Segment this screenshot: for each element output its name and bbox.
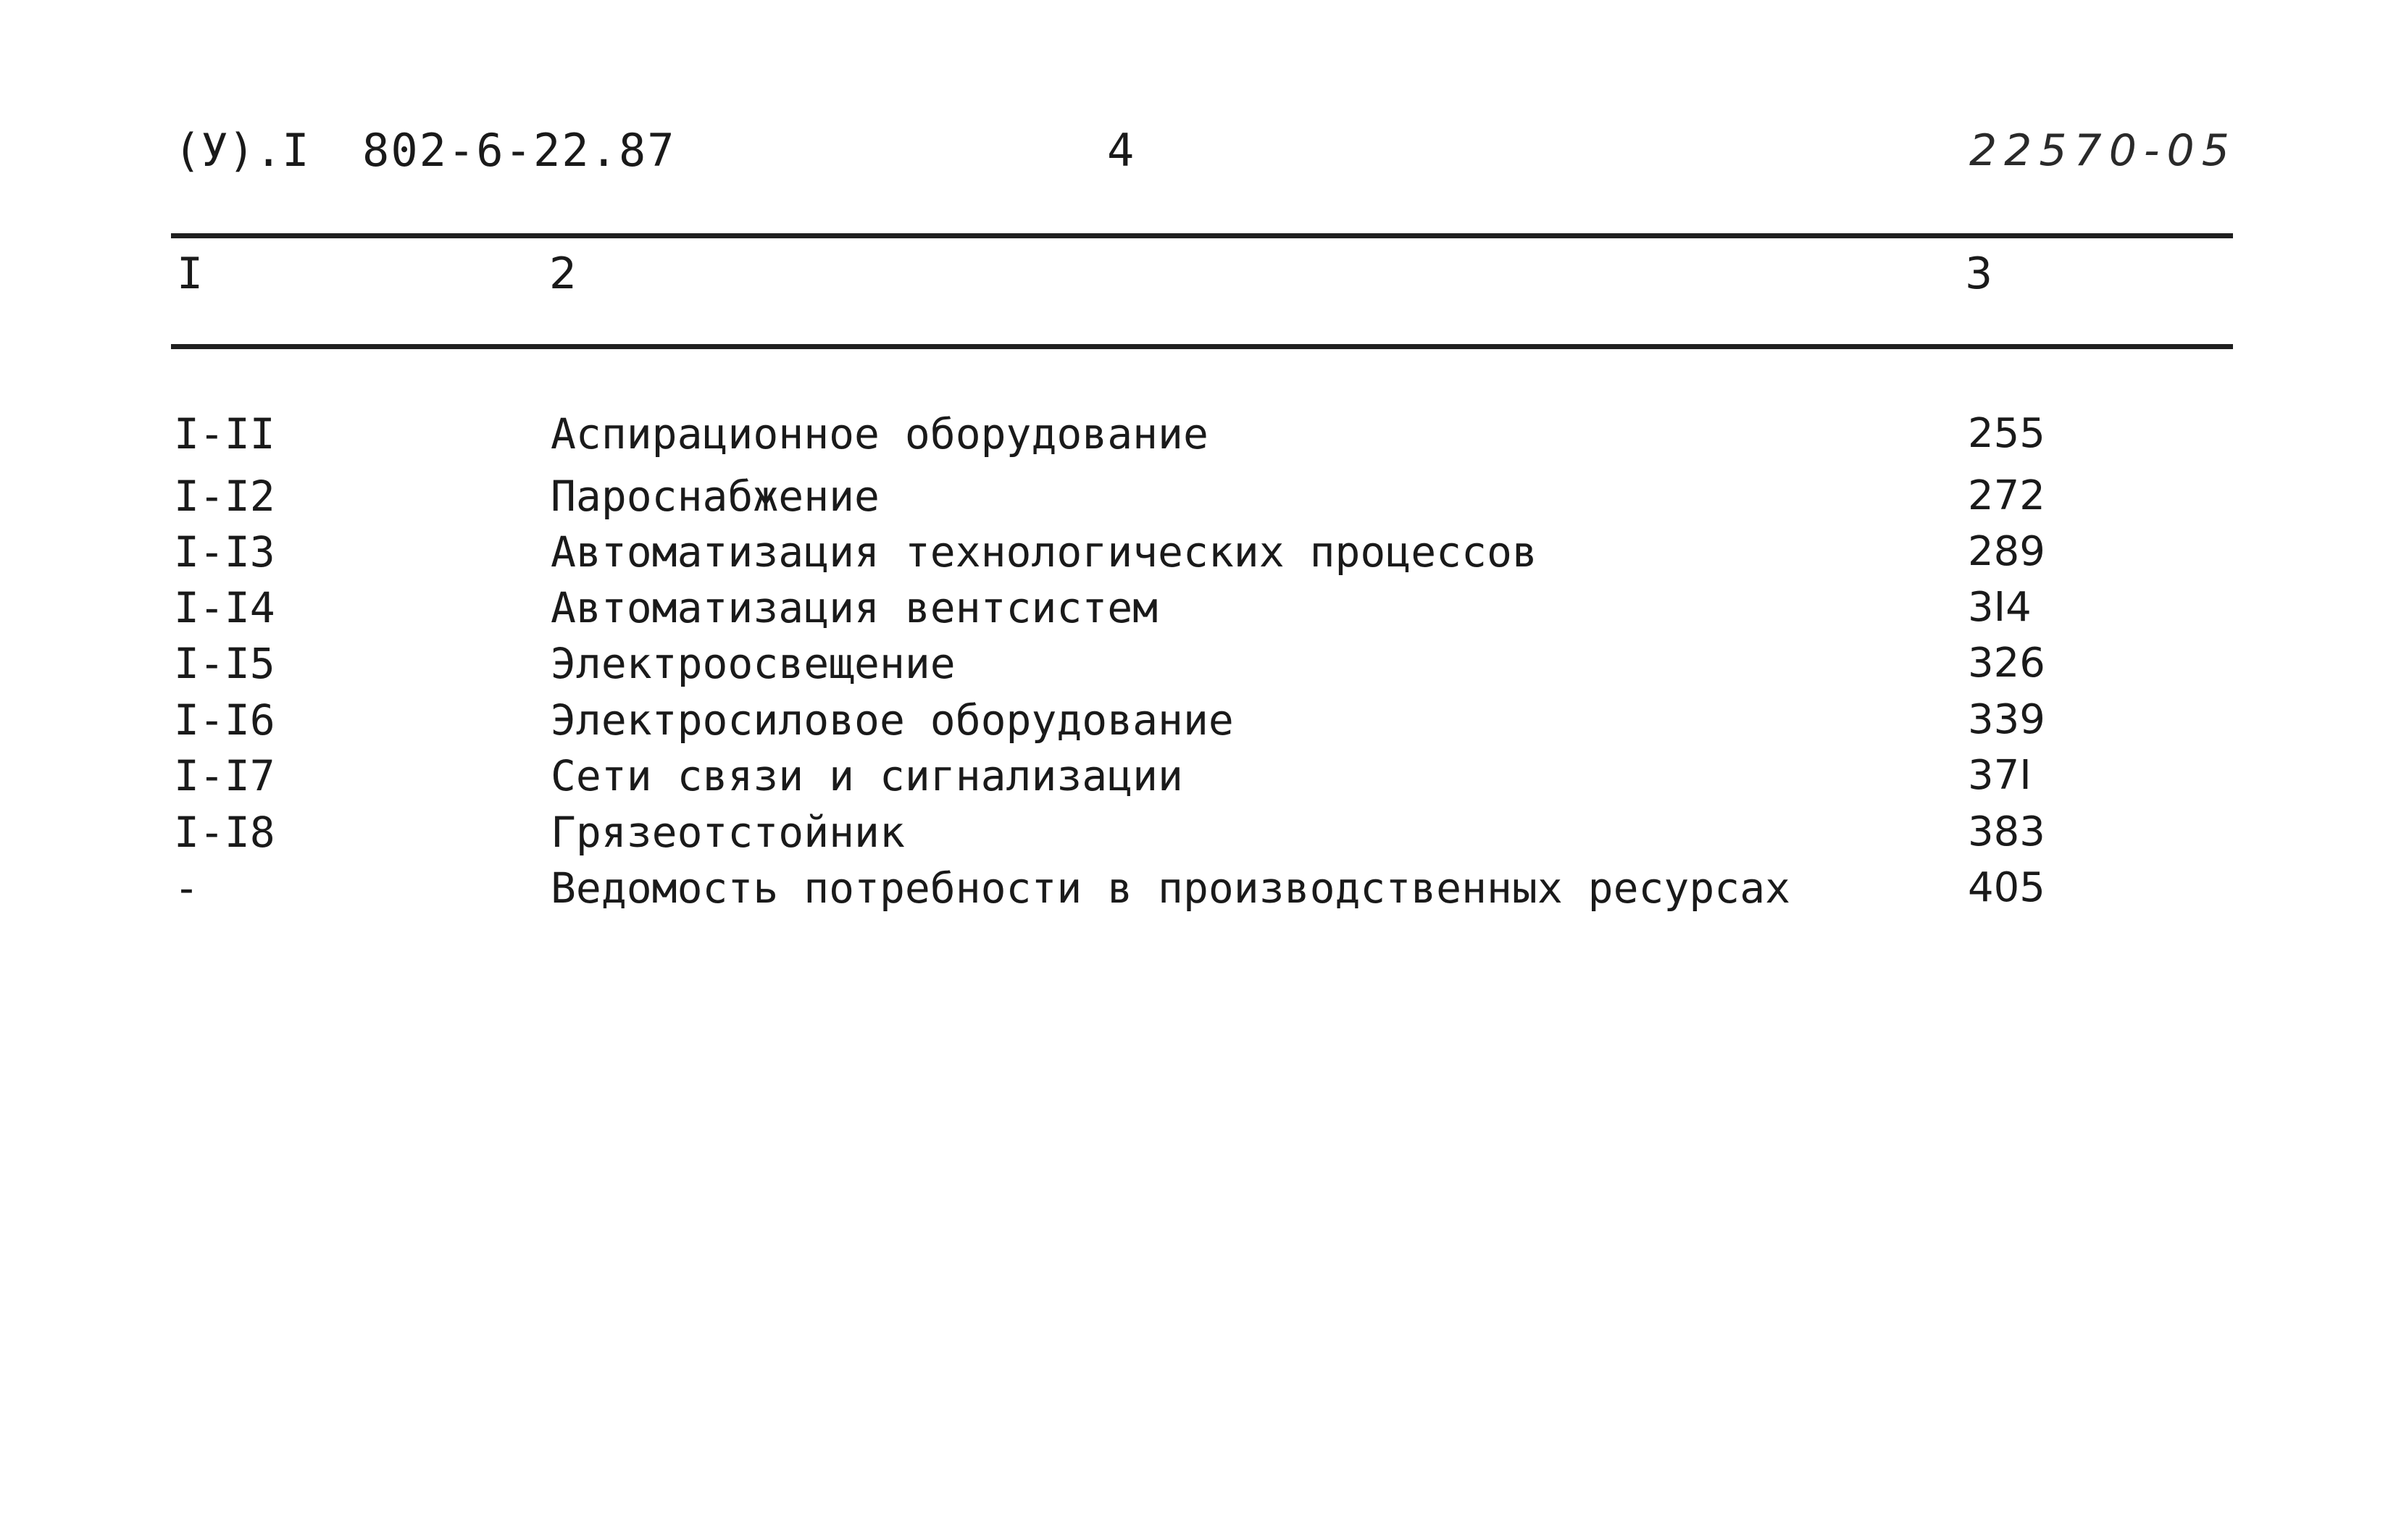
section-page: 3I4 <box>1968 584 2032 631</box>
section-page: 339 <box>1968 696 2045 743</box>
section-page: 37I <box>1968 752 2032 799</box>
section-page: 383 <box>1968 808 2045 855</box>
section-code: I-I3 <box>174 527 275 577</box>
column-header-page: 3 <box>1965 248 1993 299</box>
document-code: 802-6-22.87 <box>362 124 676 177</box>
table-row <box>0 692 2396 748</box>
table-row <box>0 635 2396 692</box>
section-title: Грязеотстойник <box>551 808 905 857</box>
section-page: 326 <box>1968 640 2045 687</box>
section-code: I-I7 <box>174 751 275 800</box>
table-top-rule <box>171 233 2233 238</box>
table-row <box>0 748 2396 804</box>
inventory-number: 22570-05 <box>1969 125 2237 176</box>
table-row <box>0 579 2396 636</box>
table-row <box>0 468 2396 524</box>
section-page: 405 <box>1968 864 2045 911</box>
section-title: Электроосвещение <box>551 639 956 688</box>
section-title: Ведомость потребности в производственных ресурсах <box>551 863 1791 913</box>
table-row <box>0 804 2396 861</box>
column-header-title: 2 <box>549 248 577 299</box>
section-title: Электросиловое оборудование <box>551 695 1234 745</box>
table-row <box>0 524 2396 580</box>
section-title: Аспирационное оборудование <box>551 409 1209 459</box>
page-number: 4 <box>1107 124 1135 177</box>
section-title: Автоматизация вентсистем <box>551 583 1159 632</box>
column-header-code: I <box>177 248 204 299</box>
table-row <box>0 860 2396 916</box>
section-page: 255 <box>1968 410 2045 457</box>
section-code: I-I6 <box>174 695 275 745</box>
section-page: 289 <box>1968 528 2045 575</box>
section-title: Автоматизация технологических процессов <box>551 527 1537 577</box>
section-title: Сети связи и сигнализации <box>551 751 1183 800</box>
section-page: 272 <box>1968 472 2045 519</box>
section-title: Пароснабжение <box>551 472 880 521</box>
section-code: I-I8 <box>174 808 275 857</box>
section-code: I-I5 <box>174 639 275 688</box>
table-row <box>0 406 2396 462</box>
table-header-rule <box>171 344 2233 349</box>
document-prefix: (У).I <box>174 124 309 177</box>
section-code: - <box>174 863 199 913</box>
section-code: I-I2 <box>174 472 275 521</box>
section-code: I-II <box>174 409 275 459</box>
section-code: I-I4 <box>174 583 275 632</box>
